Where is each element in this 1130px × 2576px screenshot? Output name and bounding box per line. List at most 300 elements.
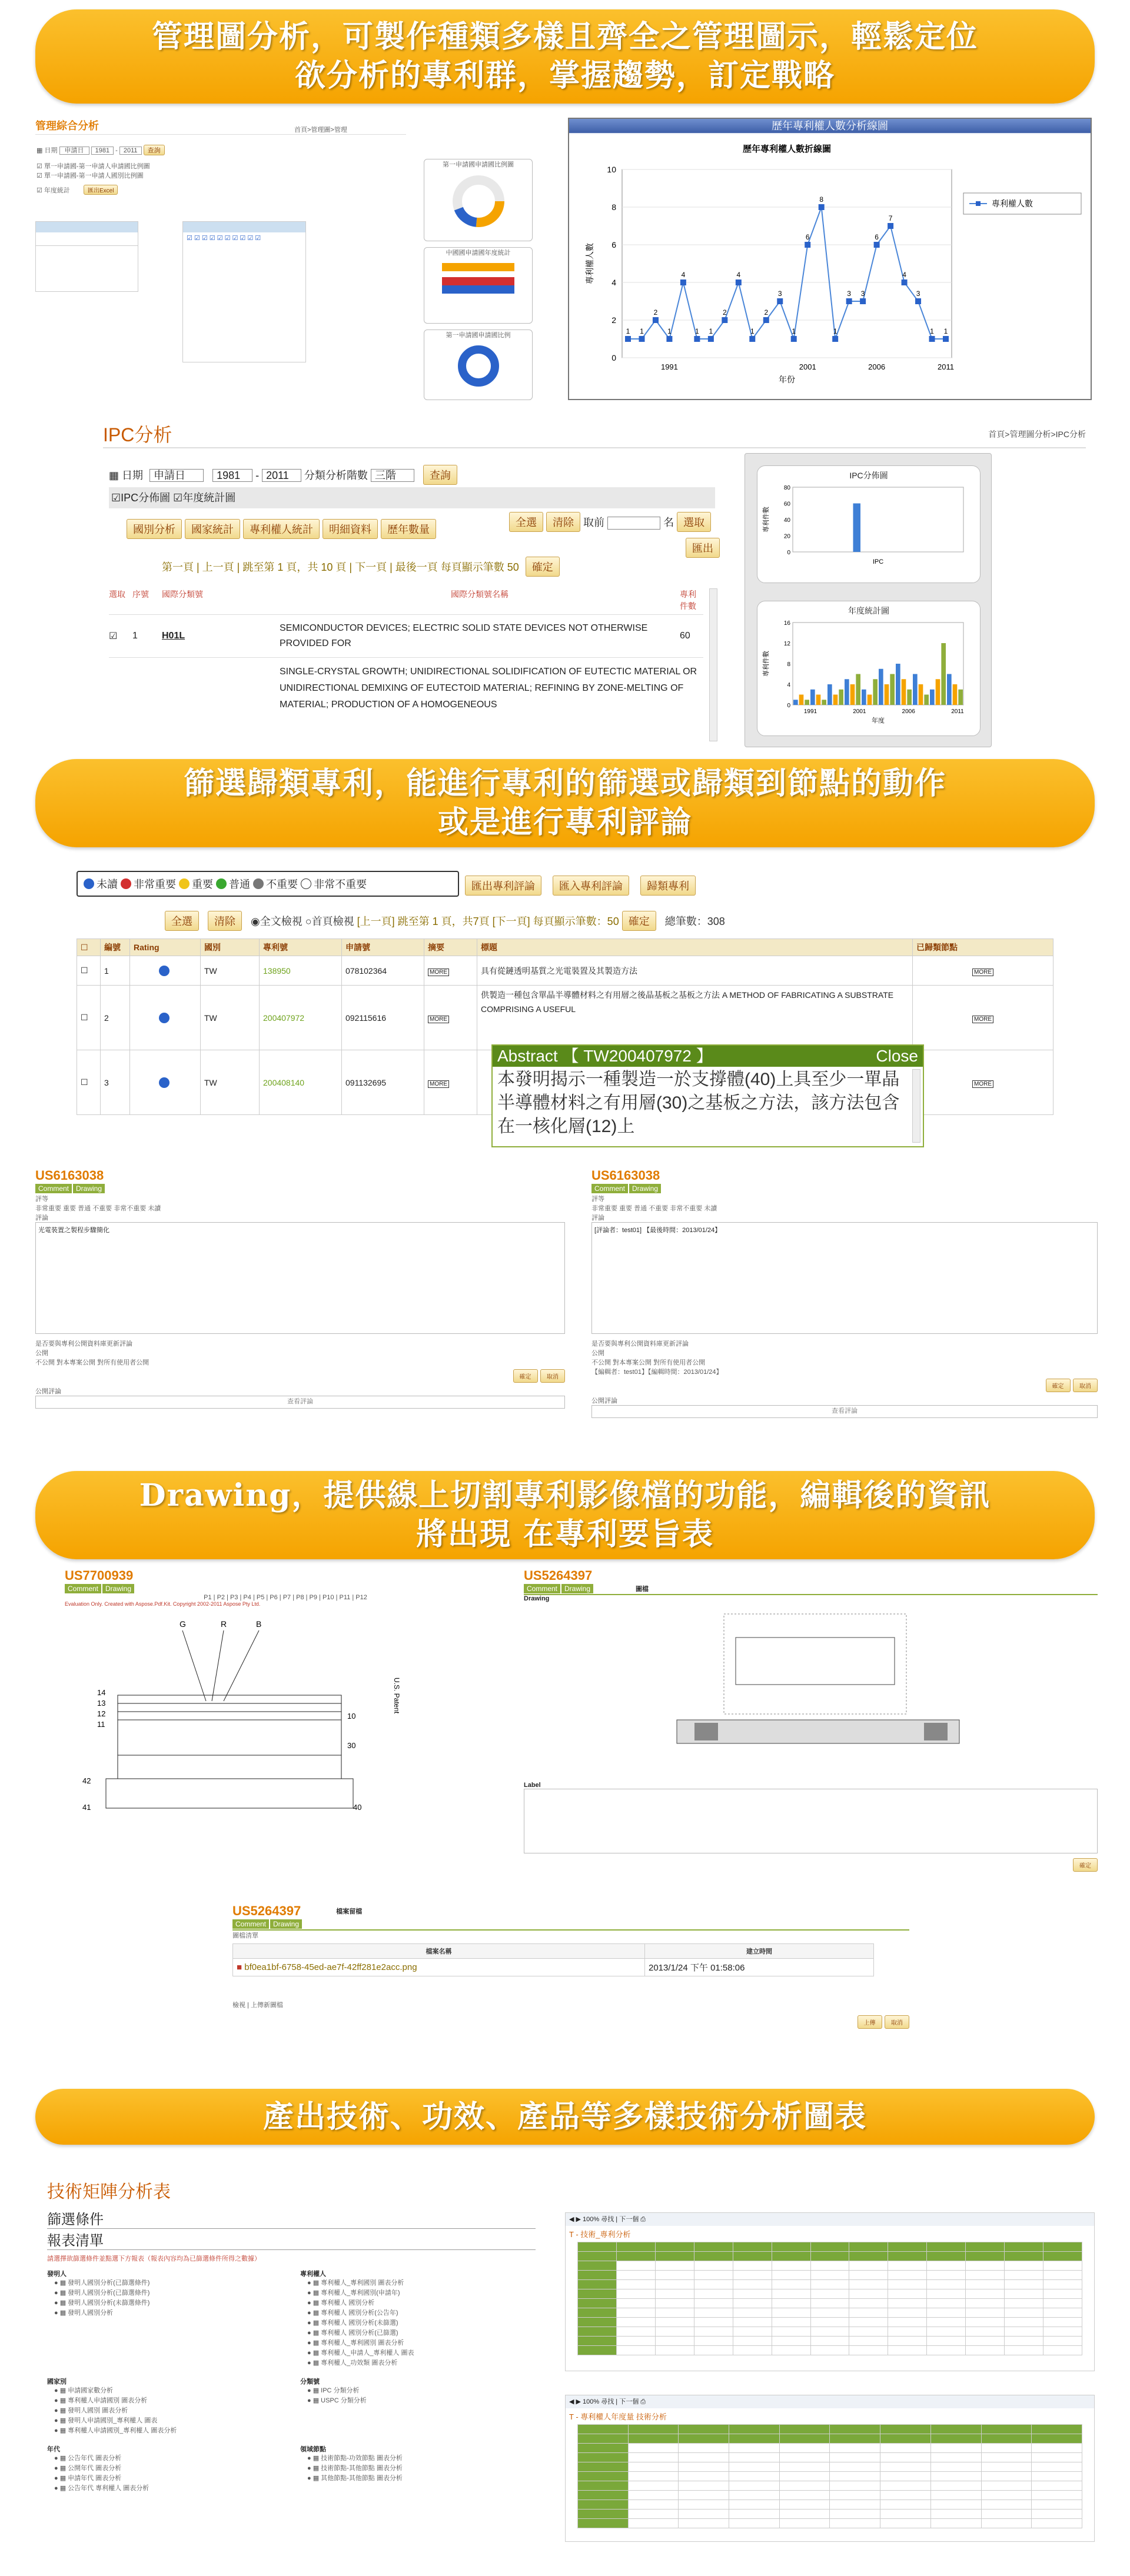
report-link[interactable]: ● ▦ 發明人國別分析(已篩選條件): [54, 2279, 150, 2287]
rating-options[interactable]: 非常重要 重要 普通 不重要 非常不重要 未讀: [35, 1205, 161, 1212]
yearly-count-button[interactable]: 歷年數量: [381, 519, 436, 539]
report-link[interactable]: ● ▦ 專利權人_專利國別(申請年): [307, 2289, 400, 2297]
banner-drawing: [35, 1471, 1095, 1559]
matrix-cell: [966, 2318, 1005, 2327]
matrix-cell: [981, 2453, 1032, 2462]
y-tick-label: 6: [611, 240, 616, 249]
report-link[interactable]: ● ▦ IPC 分類分析: [307, 2387, 360, 2394]
checkbox-year[interactable]: ☑: [173, 492, 183, 504]
publish-options[interactable]: 不公開 對本專案公開 對所有使用者公開: [591, 1359, 706, 1366]
report-link[interactable]: ● ▦ 公告年代 專利權人 圖表分析: [54, 2485, 149, 2492]
matrix-cell: [772, 2271, 810, 2280]
publish-options[interactable]: 不公開 對本專案公開 對所有使用者公開: [35, 1359, 149, 1366]
matrix-cell: [616, 2271, 655, 2280]
scrollbar[interactable]: [912, 1069, 920, 1143]
screening-panel: [77, 865, 1053, 1147]
matrix-cell: [1005, 2318, 1043, 2327]
report-link[interactable]: ● ▦ 發明人國別分析(已篩選條件): [54, 2289, 150, 2297]
confirm-button[interactable]: 確定: [622, 911, 656, 931]
matrix-cell: [1032, 2434, 1082, 2444]
file-link[interactable]: bf0ea1bf-6758-45ed-ae7f-42ff281e2acc.png: [244, 1962, 417, 1972]
y-tick-label: 0: [611, 353, 616, 362]
tab-comment[interactable]: Comment: [35, 1184, 72, 1193]
matrix-cell: [1043, 2242, 1082, 2252]
delete-icon[interactable]: ■: [237, 1962, 242, 1972]
data-label: 3: [860, 289, 865, 298]
report-groups: [47, 2269, 536, 2494]
matrix-cell: [679, 2453, 729, 2462]
divider: [35, 134, 406, 135]
col-title[interactable]: 標題: [477, 939, 913, 956]
matrix-cell: [655, 2261, 694, 2271]
matrix-cell: [1043, 2327, 1082, 2337]
query-button[interactable]: 查詢: [144, 145, 165, 155]
more-button[interactable]: MORE: [428, 969, 449, 976]
divider: [103, 447, 1086, 448]
report-link[interactable]: ● ▦ 專利權人 國別分析(未篩選): [307, 2319, 398, 2327]
find-controls[interactable]: 尋找 | 下一個: [601, 2216, 639, 2223]
y-tick-label: 20: [783, 533, 790, 540]
matrix-cell: [772, 2337, 810, 2346]
matrix-cell: [1032, 2425, 1082, 2434]
row-checkbox[interactable]: ☑: [109, 631, 118, 641]
bar: [879, 669, 883, 705]
row-checkbox[interactable]: ☐: [77, 986, 101, 1050]
import-comments-button[interactable]: 匯入專利評論: [553, 876, 629, 896]
detail-data-button[interactable]: 明細資料: [323, 519, 378, 539]
matrix-cell: [628, 2444, 679, 2453]
ipc-table: [109, 588, 703, 713]
y-tick-label: 16: [783, 620, 790, 627]
cancel-button[interactable]: 取消: [885, 2015, 909, 2029]
export-icon[interactable]: ⎙: [640, 2398, 646, 2405]
select-all-button[interactable]: 全選: [509, 512, 543, 532]
year-to-select[interactable]: 2011: [262, 469, 301, 482]
matrix-cell: [1005, 2252, 1043, 2261]
row-app-no: 078102364: [342, 956, 424, 986]
patentee-stats-button[interactable]: 專利權人統計: [243, 519, 320, 539]
matrix-cell: [694, 2271, 733, 2280]
matrix-cell: [849, 2337, 888, 2346]
sync-note: 是否要與專利公開資料庫更新評論: [35, 1340, 132, 1347]
legend-label: 普通: [229, 878, 251, 890]
matrix-cell: [1032, 2500, 1082, 2510]
matrix-cell: [981, 2472, 1032, 2481]
classify-patents-button[interactable]: 歸類專利: [640, 876, 696, 896]
bar: [953, 684, 958, 705]
col-rating[interactable]: Rating: [130, 939, 201, 956]
report-link[interactable]: ● ▦ 公開年代 圖表分析: [54, 2465, 122, 2472]
row-app-no: 092115616: [342, 986, 424, 1050]
report-matrix: [577, 2424, 1082, 2528]
country-analysis-button[interactable]: 國別分析: [127, 519, 182, 539]
matrix-cell: [1043, 2346, 1082, 2355]
cancel-button[interactable]: 取消: [1073, 1379, 1098, 1392]
y-tick-label: 8: [611, 202, 616, 212]
drawing-label: 12: [97, 1709, 106, 1718]
year-from-select[interactable]: 1981: [91, 147, 114, 155]
find-controls[interactable]: 尋找 | 下一個: [601, 2398, 639, 2405]
report-link[interactable]: ● ▦ 專利權人申請國別 圖表分析: [54, 2397, 148, 2404]
tab-drawing[interactable]: Drawing: [561, 1584, 593, 1593]
scrollbar[interactable]: [709, 588, 717, 741]
pager[interactable]: 第一頁 | 上一頁 | 跳至第 1 頁，共 10 頁 | 下一頁 | 最後一頁 每頁顯示筆數 50: [162, 561, 519, 573]
patent-number: US6163038: [591, 1168, 660, 1183]
row-code[interactable]: H01L: [162, 631, 185, 641]
report-link[interactable]: ● ▦ 專利權人_申請人_專利權人 圖表: [307, 2349, 414, 2357]
ok-button[interactable]: 確定: [1046, 1379, 1071, 1392]
ipc-distribution-chart: [757, 481, 980, 581]
matrix-cell: [927, 2337, 966, 2346]
checkbox-opt3[interactable]: ☑: [36, 187, 42, 194]
export-button[interactable]: 匯出Excel: [84, 185, 118, 195]
data-point: [763, 317, 769, 323]
pager[interactable]: [上一頁] 跳至第 1 頁，共7頁 [下一頁] 每頁顯示筆數：50: [357, 916, 619, 927]
bar: [845, 679, 849, 705]
confirm-button[interactable]: 確定: [526, 557, 560, 577]
bar: [853, 504, 861, 553]
page-links[interactable]: P1 | P2 | P3 | P4 | P5 | P6 | P7 | P8 | P9 | P10 | P11 | P12: [204, 1594, 367, 1601]
page-nav-icon[interactable]: ◀ ▶: [569, 2398, 581, 2405]
row-patent-link[interactable]: 200408140: [260, 1050, 342, 1115]
x-tick-label: 1991: [660, 362, 678, 371]
matrix-cell: [1005, 2289, 1043, 2299]
matrix-cell: [1005, 2299, 1043, 2308]
col-country[interactable]: 國別: [201, 939, 260, 956]
data-point: [639, 336, 644, 342]
matrix-cell: [849, 2261, 888, 2271]
matrix-cell: [927, 2252, 966, 2261]
label-textarea[interactable]: [524, 1789, 1098, 1853]
report-link[interactable]: ● ▦ 專利權人申請國別_專利權人 圖表分析: [54, 2427, 177, 2434]
bar: [936, 679, 940, 705]
mini-chart-1: [424, 159, 533, 241]
matrix-cell: [830, 2453, 880, 2462]
export-button[interactable]: 匯出: [686, 538, 720, 558]
matrix-cell: [779, 2500, 830, 2510]
report-link[interactable]: ● ▦ 專利權人_專利國別 圖表分析: [307, 2279, 404, 2287]
legend-label: 重要: [192, 878, 214, 890]
patent-drawing: [65, 1607, 506, 1842]
matrix-cell: [810, 2346, 849, 2355]
clear-button[interactable]: 清除: [208, 911, 242, 931]
mini-chart-2: [424, 247, 533, 324]
matrix-cell: [729, 2519, 780, 2528]
group-title: 國家別: [47, 2378, 67, 2385]
report-link[interactable]: ● ▦ 其他節點-其他節點 圖表分析: [307, 2475, 403, 2482]
more-button[interactable]: MORE: [972, 1080, 993, 1088]
zoom-select[interactable]: 100%: [583, 2216, 600, 2223]
publish-label: 公開: [591, 1350, 604, 1357]
matrix-cell: [810, 2327, 849, 2337]
chart-title: 年度統計圖: [848, 606, 889, 615]
more-button[interactable]: MORE: [972, 1016, 993, 1023]
report-link[interactable]: ● ▦ 發明人申請國別_專利權人 圖表: [54, 2417, 158, 2424]
legend-label: 不重要: [266, 878, 298, 890]
row-name: SINGLE-CRYSTAL GROWTH; UNIDIRECTIONAL SOLIDIFICATION OF EUTECTIC MATERIAL OR UNIDIRECTIONAL DEMIXING OF EUTECTOID MATERIAL; REFINING BY ZONE-MELTING OF MATERIAL; PRODUCTION OF A HOMOGENEOUS: [280, 667, 697, 710]
data-point: [680, 279, 686, 285]
checkbox-ipc[interactable]: ☑: [111, 492, 121, 504]
bar: [839, 690, 843, 705]
report-link[interactable]: ● ▦ 發明人國別分析: [54, 2309, 114, 2317]
report-link[interactable]: ● ▦ 專利權人 國別分析(已篩選): [307, 2329, 398, 2337]
matrix-cell: [578, 2289, 617, 2299]
clear-button[interactable]: 清除: [546, 512, 580, 532]
comment-textarea[interactable]: [評論者：test01] 【最後時間：2013/01/24】: [591, 1222, 1098, 1334]
date-type-select[interactable]: 申請日: [149, 469, 204, 482]
report-link[interactable]: ● ▦ 申請國家數分析: [54, 2387, 114, 2394]
rating-options[interactable]: 非常重要 重要 普通 不重要 非常不重要 未讀: [591, 1205, 717, 1212]
year-to-select[interactable]: 2011: [119, 147, 142, 155]
checkbox-opt1[interactable]: ☑: [36, 163, 42, 170]
tab-drawing[interactable]: Drawing: [270, 1919, 302, 1929]
file-actions[interactable]: 檢視 | 上傳新圖檔: [232, 2002, 283, 2009]
drawing-label: 41: [82, 1803, 91, 1812]
patent-number: US6163038: [35, 1168, 104, 1183]
public-comment-label: 公開評論: [35, 1388, 61, 1395]
year-from-select[interactable]: 1981: [212, 469, 252, 482]
y-tick-label: 4: [787, 682, 790, 688]
data-point: [915, 298, 921, 304]
matrix-cell: [930, 2425, 981, 2434]
management-composite-panel: 管理綜合分析 首頁>管理圖>管理 ▦ 日期 申請日 1981 - 2011 查詢 ☑ 單一申請國-第一申請人申請國比例圖 ☑ 單一申請國-第一申請人國別比例圖 ☑ 年度統計 匯出Excel ☑ ☑ ☑ ☑ ☑ ☑ ☑ ☑ ☑ ☑: [35, 118, 406, 394]
select-all-button[interactable]: 全選: [165, 911, 199, 931]
report-link[interactable]: ● ▦ 技術節點-其他節點 圖表分析: [307, 2465, 403, 2472]
banner-line-1: 管理圖分析，可製作種類多樣且齊全之管理圖示，輕鬆定位: [151, 19, 978, 55]
matrix-cell: [888, 2252, 927, 2261]
comment-textarea[interactable]: 光電裝置之製程步驟簡化: [35, 1222, 565, 1334]
matrix-cell: [616, 2318, 655, 2327]
popup-title: Abstract 【 TW200407972 】: [497, 1047, 713, 1065]
total-count: 總筆數：308: [664, 916, 725, 927]
bar: [930, 690, 935, 705]
matrix-cell: [733, 2252, 772, 2261]
col-patent-no[interactable]: 專利號: [260, 939, 342, 956]
bar: [850, 684, 855, 705]
zoom-select[interactable]: 100%: [583, 2398, 600, 2405]
report-link[interactable]: ● ▦ 發明人國別 圖表分析: [54, 2407, 128, 2414]
matrix-cell: [830, 2481, 880, 2491]
page-nav-icon[interactable]: ◀ ▶: [569, 2216, 581, 2223]
data-label: 2: [764, 308, 769, 317]
matrix-cell: [966, 2261, 1005, 2271]
matrix-cell: [628, 2434, 679, 2444]
legend-label: 專利權人數: [992, 199, 1033, 208]
mini-chart-3: [424, 330, 533, 400]
more-button[interactable]: MORE: [972, 969, 993, 976]
ok-button[interactable]: 確定: [513, 1369, 538, 1383]
matrix-cell: [966, 2271, 1005, 2280]
matrix-cell: [578, 2444, 629, 2453]
data-label: 1: [943, 327, 948, 335]
matrix-cell: [810, 2280, 849, 2289]
matrix-cell: [888, 2299, 927, 2308]
matrix-cell: [888, 2242, 927, 2252]
row-country: TW: [201, 956, 260, 986]
matrix-cell: [578, 2500, 629, 2510]
matrix-cell: [966, 2308, 1005, 2318]
col-check[interactable]: ☐: [77, 939, 101, 956]
col-app-no[interactable]: 申請號: [342, 939, 424, 956]
radio-fulltext[interactable]: ◉: [251, 916, 260, 927]
tab-drawing[interactable]: Drawing: [102, 1584, 134, 1593]
chart-title: 歷年專利權人數折線圖: [742, 144, 832, 154]
data-point: [874, 242, 880, 248]
matrix-cell: [772, 2289, 810, 2299]
report-link[interactable]: ● ▦ 公告年代 圖表分析: [54, 2455, 122, 2462]
matrix-cell: [888, 2289, 927, 2299]
matrix-cell: [927, 2327, 966, 2337]
drawing-label: 11: [97, 1720, 105, 1729]
x-tick-label: 2006: [868, 362, 886, 371]
data-label: 1: [640, 327, 644, 335]
matrix-cell: [679, 2434, 729, 2444]
matrix-cell: [616, 2261, 655, 2271]
tab-drawing[interactable]: Drawing: [73, 1184, 105, 1193]
unimportant-icon: [253, 878, 264, 889]
report-link[interactable]: ● ▦ 發明人國別分析(未篩選條件): [54, 2299, 150, 2307]
breadcrumb: 首頁>管理圖分析>IPC分析: [988, 430, 1086, 439]
filter-title[interactable]: 篩選條件: [47, 2212, 104, 2228]
matrix-cell: [616, 2280, 655, 2289]
matrix-cell: [655, 2271, 694, 2280]
data-label: 4: [736, 271, 741, 279]
checkbox-opt2[interactable]: ☑: [36, 172, 42, 179]
matrix-cell: [1032, 2481, 1082, 2491]
data-point: [736, 279, 742, 285]
public-comment-label: 公開評論: [591, 1397, 617, 1405]
ipc-distribution-box: [757, 465, 981, 583]
view-comments-button[interactable]: 查看評論: [35, 1396, 565, 1409]
matrix-cell: [966, 2280, 1005, 2289]
data-label: 6: [805, 233, 810, 241]
matrix-cell: [772, 2280, 810, 2289]
banner-line-2: 將出現 在專利要旨表: [416, 1516, 714, 1552]
matrix-cell: [927, 2346, 966, 2355]
matrix-cell: [779, 2453, 830, 2462]
row-patent-link[interactable]: 138950: [260, 956, 342, 986]
tab-comment[interactable]: Comment: [591, 1184, 628, 1193]
report-note: 請選擇欲篩選條件並點選下方報表（報表內容均為已篩選條件所得之數據）: [47, 2255, 261, 2262]
group-title: 分類號: [300, 2378, 320, 2385]
row-checkbox[interactable]: ☐: [77, 1050, 101, 1115]
banner-line-1: 篩選歸類專利，能進行專利的篩選或歸類到節點的動作: [183, 766, 946, 801]
drawing-label: R: [221, 1619, 227, 1629]
matrix-cell: [694, 2289, 733, 2299]
export-icon[interactable]: ⎙: [640, 2216, 646, 2223]
matrix-cell: [578, 2299, 617, 2308]
report-link[interactable]: ● ▦ 專利權人 國別分析(公告年): [307, 2309, 398, 2317]
report-link[interactable]: ● ▦ 申請年代 圖表分析: [54, 2475, 122, 2482]
matrix-cell: [810, 2299, 849, 2308]
date-type-select[interactable]: 申請日: [59, 147, 89, 155]
matrix-cell: [830, 2425, 880, 2434]
query-button[interactable]: 查詢: [423, 465, 457, 485]
row-no: 2: [101, 986, 130, 1050]
drawing-label: 10: [347, 1712, 356, 1720]
view-comments-button[interactable]: 查看評論: [591, 1405, 1098, 1418]
country-stats-button[interactable]: 國家統計: [185, 519, 240, 539]
tab-comment[interactable]: Comment: [232, 1919, 269, 1929]
matrix-cell: [694, 2308, 733, 2318]
matrix-cell: [1005, 2271, 1043, 2280]
export-comments-button[interactable]: 匯出專利評論: [465, 876, 541, 896]
matrix-cell: [888, 2280, 927, 2289]
window-title: 歷年專利權人數分析線圖: [569, 119, 1091, 133]
banner-line-2: 欲分析的專利群，掌握趨勢，訂定戰略: [294, 58, 835, 94]
unread-icon[interactable]: [159, 1013, 170, 1023]
report-link[interactable]: ● ▦ 專利權人 國別分析: [307, 2299, 375, 2307]
radio-homepage[interactable]: ○: [305, 916, 312, 927]
more-button[interactable]: MORE: [428, 1080, 449, 1088]
tab-drawing[interactable]: Drawing: [629, 1184, 661, 1193]
upload-button[interactable]: 上傳: [858, 2015, 882, 2029]
matrix-cell: [578, 2462, 629, 2472]
matrix-cell: [1043, 2261, 1082, 2271]
plot-area: [793, 487, 963, 552]
matrix-cell: [729, 2510, 780, 2519]
popup-close-button[interactable]: Close: [876, 1047, 918, 1065]
data-label: 4: [902, 271, 906, 279]
tab-comment[interactable]: Comment: [65, 1584, 101, 1593]
row-checkbox[interactable]: ☐: [77, 956, 101, 986]
banner-tech-matrix: [35, 2089, 1095, 2145]
row-no: 3: [101, 1050, 130, 1115]
unread-icon[interactable]: [159, 966, 170, 976]
rating-legend: [77, 871, 459, 897]
tab-comment[interactable]: Comment: [524, 1584, 560, 1593]
matrix-cell: [930, 2519, 981, 2528]
data-label: 1: [626, 327, 630, 335]
ok-button[interactable]: 確定: [1073, 1858, 1098, 1872]
row-patent-link[interactable]: 200407972: [260, 986, 342, 1050]
matrix-cell: [880, 2481, 931, 2491]
drawing-canvas[interactable]: [524, 1602, 1098, 1779]
cancel-button[interactable]: 取消: [540, 1369, 565, 1383]
matrix-cell: [628, 2453, 679, 2462]
matrix-cell: [966, 2289, 1005, 2299]
report-link[interactable]: ● ▦ 專利權人_專利國別 圖表分析: [307, 2339, 404, 2347]
x-tick-label: 2001: [799, 362, 816, 371]
matrix-cell: [655, 2308, 694, 2318]
donut-chart: [424, 340, 533, 392]
more-button[interactable]: MORE: [428, 1016, 449, 1023]
report-link[interactable]: ● ▦ USPC 分類分析: [307, 2397, 367, 2404]
take-button[interactable]: 選取: [677, 512, 711, 532]
x-axis-label: 年度: [872, 717, 885, 724]
matrix-cell: [1005, 2242, 1043, 2252]
row-no: 1: [132, 631, 138, 641]
matrix-cell: [578, 2261, 617, 2271]
publish-label: 公開: [35, 1350, 48, 1357]
report-link[interactable]: ● ▦ 專利權人_功效類 圖表分析: [307, 2359, 398, 2367]
bar: [885, 684, 889, 705]
matrix-cell: [733, 2308, 772, 2318]
bar: [805, 700, 809, 705]
banner-line-2: 或是進行專利評論: [437, 804, 692, 840]
matrix-cell: [729, 2434, 780, 2444]
mini-chart-title: 第一申請國申請國比例圖: [443, 161, 514, 168]
level-select[interactable]: 三階: [371, 469, 414, 482]
matrix-cell: [578, 2271, 617, 2280]
matrix-cell: [694, 2252, 733, 2261]
matrix-cell: [578, 2308, 617, 2318]
matrix-cell: [679, 2500, 729, 2510]
take-count-input[interactable]: [607, 517, 660, 530]
matrix-cell: [810, 2271, 849, 2280]
report-link[interactable]: ● ▦ 技術節點-功效節點 圖表分析: [307, 2455, 403, 2462]
unread-icon[interactable]: [159, 1077, 170, 1088]
